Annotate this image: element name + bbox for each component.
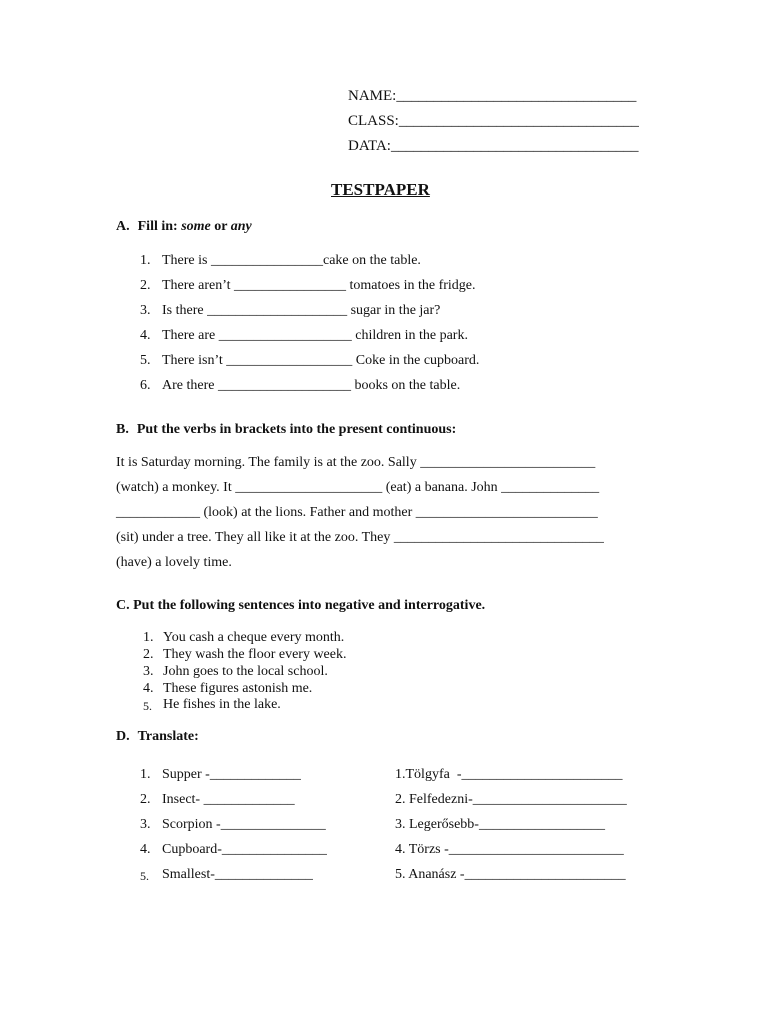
translate-right-item: 3. Legerősebb-__________________ [395, 817, 605, 832]
translate-left-num: 5. [140, 869, 149, 883]
class-field: CLASS:________________________________ [348, 113, 639, 129]
section-b-line: (have) a lovely time. [116, 555, 232, 570]
translate-left-num: 3. [140, 817, 151, 832]
section-c-item-text: You cash a cheque every month. [163, 630, 345, 645]
section-b-letter: B. [116, 422, 129, 437]
translate-right-item: 2. Felfedezni-______________________ [395, 792, 627, 807]
section-a-item-num: 6. [140, 378, 151, 393]
translate-right-item: 5. Ananász -_______________________ [395, 867, 626, 882]
translate-left-num: 1. [140, 767, 151, 782]
section-c-item-text: He fishes in the lake. [163, 697, 281, 712]
translate-left-num: 2. [140, 792, 151, 807]
section-d-letter: D. [116, 729, 130, 744]
section-a-letter: A. [116, 219, 130, 234]
section-c-item-num: 3. [143, 664, 154, 679]
section-b-line: (sit) under a tree. They all like it at the zoo. They ______________________________ [116, 530, 604, 545]
section-a-item-text: There isn’t __________________ Coke in the cupboard. [162, 353, 480, 368]
section-a-item-num: 3. [140, 303, 151, 318]
section-b-line: (watch) a monkey. It _____________________ (eat) a banana. John ______________ [116, 480, 600, 495]
section-b-heading-text: Put the verbs in brackets into the present continuous: [136, 422, 457, 437]
page-title: TESTPAPER [331, 180, 430, 199]
section-c-heading: C. Put the following sentences into negative and interrogative. [116, 598, 486, 613]
section-c-item-num: 5. [143, 699, 152, 713]
section-a-item-num: 2. [140, 278, 151, 293]
section-a-word-some: some [181, 219, 211, 234]
section-c-item-text: John goes to the local school. [163, 664, 328, 679]
section-c-item-num: 1. [143, 630, 154, 645]
section-d-heading-text: Translate: [137, 729, 199, 744]
section-a-item-text: There aren’t ________________ tomatoes in the fridge. [162, 278, 476, 293]
section-a-prefix: Fill in: [137, 219, 182, 234]
section-b-line: ____________ (look) at the lions. Father and mother __________________________ [116, 505, 598, 520]
section-a-item-text: There are ___________________ children in the park. [162, 328, 468, 343]
translate-left-item: Insect- _____________ [162, 792, 295, 807]
section-c-item-num: 2. [143, 647, 154, 662]
section-a-heading [116, 219, 252, 235]
section-a-item-text: Are there ___________________ books on the table. [162, 378, 461, 393]
translate-right-item: 4. Törzs -_________________________ [395, 842, 624, 857]
translate-left-num: 4. [140, 842, 151, 857]
section-b-line: It is Saturday morning. The family is at the zoo. Sally _________________________ [116, 455, 596, 470]
section-a-item-num: 5. [140, 353, 151, 368]
section-c-item-text: These figures astonish me. [163, 681, 313, 696]
translate-left-item: Cupboard-_______________ [162, 842, 327, 857]
section-a-mid: or [210, 219, 231, 234]
section-a-item-num: 4. [140, 328, 151, 343]
section-a-word-any: any [230, 219, 252, 234]
section-a-item-text: Is there ____________________ sugar in the jar? [162, 303, 441, 318]
section-a-item-num: 1. [140, 253, 151, 268]
section-c-item-text: They wash the floor every week. [163, 647, 347, 662]
section-a-item-text: There is ________________cake on the table. [162, 253, 421, 268]
translate-left-item: Smallest-______________ [162, 867, 313, 882]
name-field: NAME:________________________________ [348, 88, 637, 104]
section-b-heading [116, 422, 456, 438]
translate-left-item: Scorpion -_______________ [162, 817, 326, 832]
data-field: DATA:_________________________________ [348, 138, 639, 154]
translate-right-item: 1.Tölgyfa -_______________________ [395, 767, 623, 782]
translate-left-item: Supper -_____________ [162, 767, 301, 782]
section-d-heading [116, 729, 199, 745]
section-c-item-num: 4. [143, 681, 154, 696]
